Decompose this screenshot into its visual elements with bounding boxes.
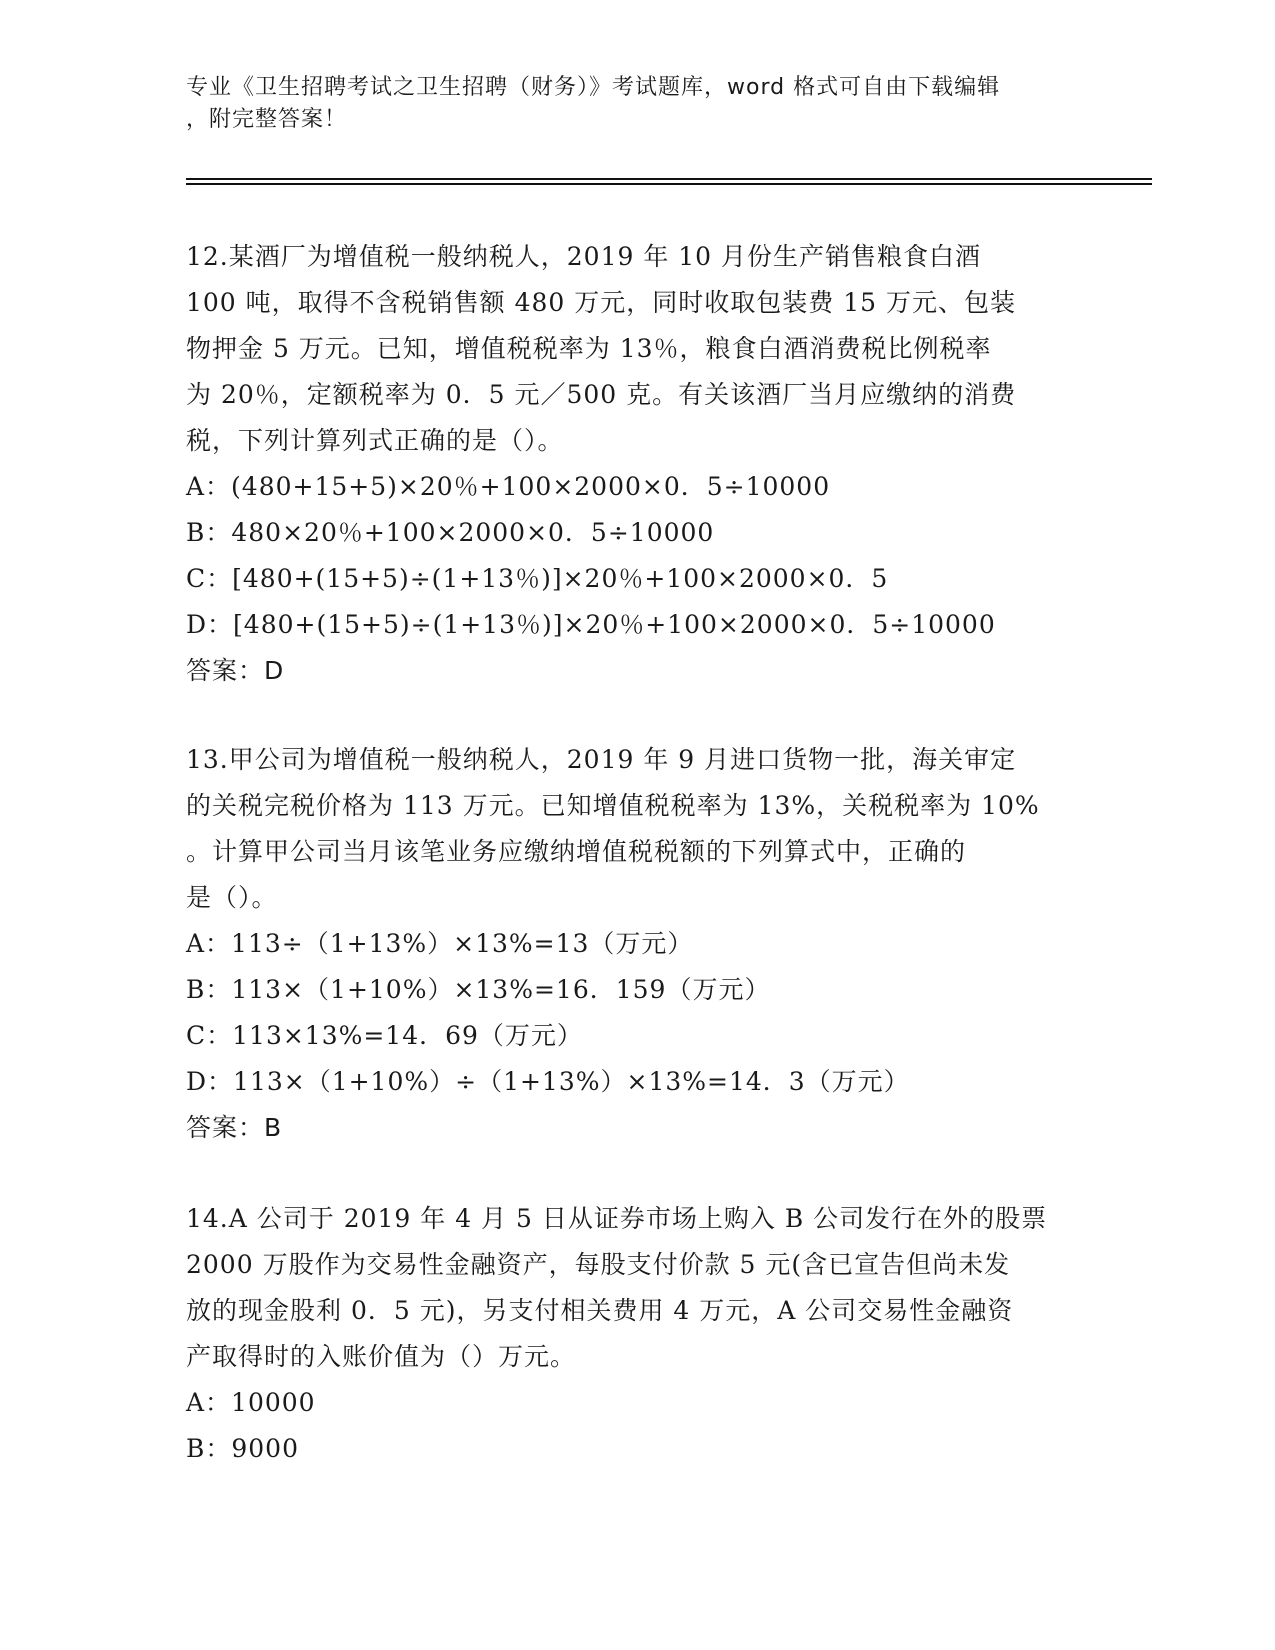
- option-d: D：113×（1+10%）÷（1+13%）×13%=14．3（万元）: [186, 1067, 910, 1096]
- question-stem: 14.A 公司于 2019 年 4 月 5 日从证券市场上购入 B 公司发行在外的股票 2000 万股作为交易性金融资产，每股支付价款 5 元(含已宣告但尚未发 放的现金股利 0．5 元)，另支付相关费用 4 万元，A 公司交易性金融资 产取得时的入账价值为（）万元。: [186, 1204, 1048, 1371]
- option-b: B：480×20％+100×2000×0．5÷10000: [186, 518, 715, 547]
- header-divider-top: [186, 178, 1152, 180]
- question-14: [186, 1196, 1086, 1472]
- option-a: A：10000: [186, 1388, 316, 1417]
- option-d: D：[480+(15+5)÷(1+13％)]×20％+100×2000×0．5÷10000: [186, 610, 996, 639]
- question-12: [186, 234, 1086, 694]
- question-13: [186, 737, 1086, 1151]
- option-b: B：9000: [186, 1434, 299, 1463]
- answer-line: 答案：B: [186, 1113, 283, 1142]
- option-a: A：113÷（1+13%）×13%=13（万元）: [186, 929, 694, 958]
- option-c: C：113×13%=14．69（万元）: [186, 1021, 583, 1050]
- option-c: C：[480+(15+5)÷(1+13％)]×20％+100×2000×0．5: [186, 564, 889, 593]
- question-stem: 13.甲公司为增值税一般纳税人，2019 年 9 月进口货物一批，海关审定 的关税完税价格为 113 万元。已知增值税税率为 13%，关税税率为 10% 。计算甲公司当月该笔业务应缴纳增值税税额的下列算式中，正确的 是（）。: [186, 745, 1040, 912]
- document-header: 专业《卫生招聘考试之卫生招聘（财务）》考试题库，word 格式可自由下载编辑 ，附完整答案！: [186, 75, 1001, 132]
- question-stem: 12.某酒厂为增值税一般纳税人，2019 年 10 月份生产销售粮食白酒 100 吨，取得不含税销售额 480 万元，同时收取包装费 15 万元、包装 物押金 5 万元。已知，增值税税率为 13％，粮食白酒消费税比例税率 为 20％，定额税率为 0．5 元／500 克。有关该酒厂当月应缴纳的消费 税，下列计算列式正确的是（）。: [186, 242, 1017, 455]
- option-b: B：113×（1+10%）×13%=16．159（万元）: [186, 975, 771, 1004]
- answer-line: 答案：D: [186, 656, 285, 685]
- option-a: A：(480+15+5)×20％+100×2000×0．5÷10000: [186, 472, 831, 501]
- header-divider-bottom: [186, 183, 1152, 185]
